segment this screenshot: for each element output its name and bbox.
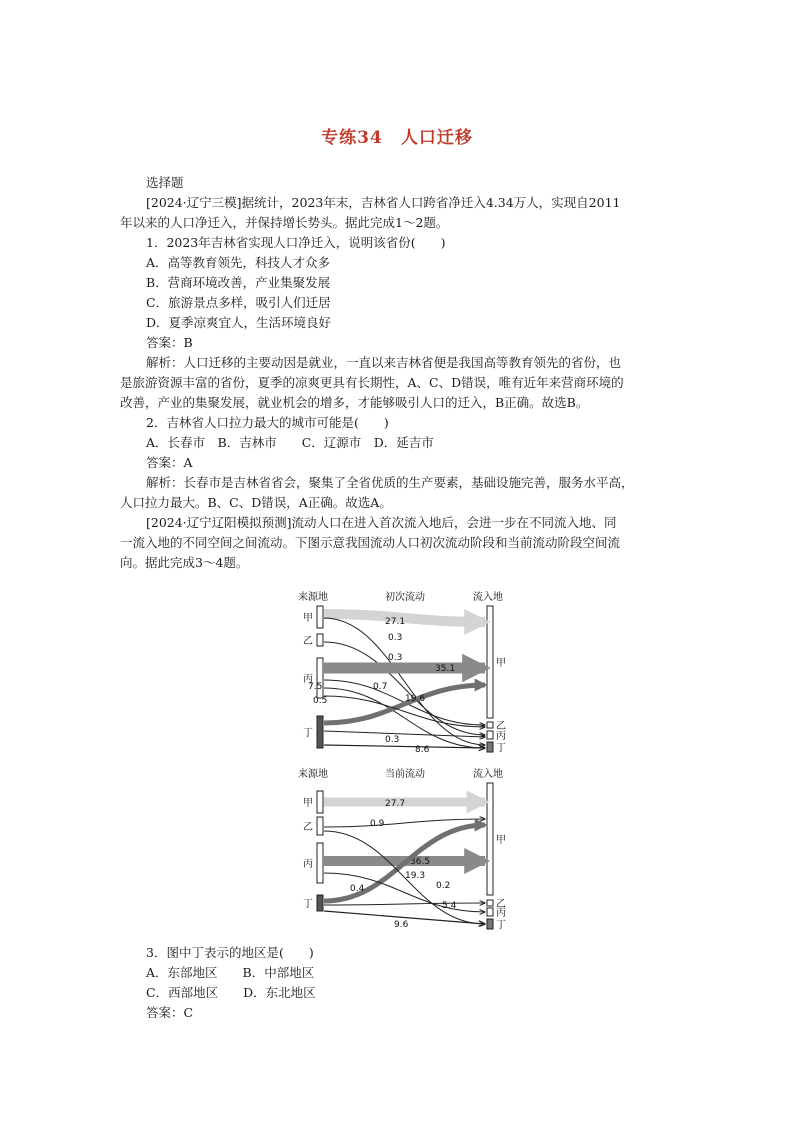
q1-option-a: A．高等教育领先，科技人才众多 (146, 255, 331, 270)
flow-diagram-current (280, 765, 540, 937)
target-label-丁: 丁 (496, 743, 506, 754)
source-bar-丙 (317, 843, 323, 883)
page-title: 专练34 人口迁移 (321, 128, 473, 148)
group2-intro-2: 一流入地的不同空间之间流动。下图示意我国流动人口初次流动阶段和当前流动阶段空间流 (120, 535, 621, 550)
flow-丁-to-丙 (324, 731, 485, 737)
source-bar-丁 (317, 895, 323, 911)
q1-analysis-3: 改善，产业的集聚发展，就业机会的增多，才能够吸引人口的迁入，B正确。故选B。 (120, 395, 589, 410)
target-label-丙: 丙 (496, 908, 506, 919)
target-bar-甲 (487, 783, 493, 895)
source-bar-丁 (317, 716, 323, 748)
source-label-甲: 甲 (303, 613, 313, 624)
source-bar-丙 (317, 658, 323, 698)
q2-analysis-1: 解析：长春市是吉林省省会，聚集了全省优质的生产要素，基础设施完善，服务水平高， (146, 475, 634, 490)
q3-option-cd: C．西部地区 D．东北地区 (146, 985, 316, 1000)
flow-value-丙-to-丁: 5.4 (442, 901, 457, 911)
flow-丁-to-乙 (324, 903, 485, 905)
target-bar-丙 (487, 731, 493, 739)
target-bar-丙 (487, 908, 493, 916)
source-label-丙: 丙 (303, 674, 313, 685)
q2-options: A．长春市 B．吉林市 C．辽源市 D．延吉市 (146, 435, 434, 450)
target-header: 流入地 (473, 769, 503, 780)
q3-option-ab: A．东部地区 B．中部地区 (146, 965, 315, 980)
flow-value-丁-to-乙: 0.5 (313, 696, 328, 706)
source-bar-甲 (317, 606, 323, 628)
flow-value-丁-to-丁: 9.6 (394, 920, 409, 930)
source-label-丁: 丁 (303, 728, 313, 739)
source-header: 来源地 (298, 592, 328, 603)
q1-option-d: D．夏季凉爽宜人，生活环境良好 (146, 315, 332, 330)
source-label-乙: 乙 (303, 636, 313, 647)
flow-value-丁-to-丁: 8.6 (415, 745, 430, 755)
target-label-乙: 乙 (496, 899, 506, 910)
flow-value-甲-to-甲: 27.7 (385, 799, 406, 809)
flow-value-丙-to-乙: 7.5 (308, 682, 323, 692)
target-bar-乙 (487, 722, 493, 728)
q1-analysis-2: 是旅游资源丰富的省份，夏季的凉爽更具有长期性，A、C、D错误，唯有近年来营商环境的 (120, 375, 624, 390)
target-bar-丁 (487, 919, 493, 929)
flow-value-乙-to-甲: 0.9 (370, 819, 385, 829)
group2-intro-3: 向。据此完成3～4题。 (120, 555, 249, 570)
flow-value-丙-to-丁: 0.7 (373, 682, 388, 692)
target-label-乙: 乙 (496, 721, 506, 732)
target-bar-乙 (487, 900, 493, 906)
target-bar-丁 (487, 742, 493, 752)
q2-answer: 答案：A (146, 455, 193, 470)
flow-value-丁-to-丙: 0.3 (385, 735, 400, 745)
source-label-甲: 甲 (303, 798, 313, 809)
q3-answer: 答案：C (146, 1005, 194, 1020)
flow-value-乙-to-丁: 0.2 (436, 881, 451, 891)
flow-value-乙-to-丙: 0.3 (388, 653, 403, 663)
diagram-title: 初次流动 (385, 592, 425, 603)
flow-value-丙-to-甲: 19.6 (405, 694, 426, 704)
group1-intro-2: 年以来的人口净迁入，并保持增长势头。据此完成1～2题。 (120, 215, 449, 230)
target-label-丁: 丁 (496, 920, 506, 931)
target-bar-甲 (487, 606, 493, 718)
q1-option-c: C．旅游景点多样，吸引人们迁居 (146, 295, 331, 310)
flow-value-丁-to-乙: 0.4 (350, 884, 365, 894)
flow-svg-2 (280, 765, 540, 937)
flow-value-丙-to-丙: 36.5 (410, 857, 431, 867)
content-lower (120, 943, 680, 1023)
target-header: 流入地 (473, 592, 503, 603)
section-heading: 选择题 (146, 175, 184, 190)
group1-intro-1: [2024·辽宁三模]据统计，2023年末，吉林省人口跨省净迁入4.34万人，实现自2011 (146, 195, 621, 210)
q1-answer: 答案：B (146, 335, 193, 350)
source-bar-乙 (317, 634, 323, 646)
target-label-甲: 甲 (496, 658, 506, 669)
group2-intro-1: [2024·辽宁辽阳模拟预测]流动人口在进入首次流入地后，会进一步在不同流入地、同 (146, 515, 617, 530)
q2-analysis-2: 人口拉力最大。B、C、D错误，A正确。故选A。 (120, 495, 392, 510)
q2-stem: 2．吉林省人口拉力最大的城市可能是( ) (146, 415, 389, 430)
flow-value-甲-to-丁: 0.3 (388, 633, 403, 643)
flow-value-甲-to-甲: 27.1 (385, 617, 406, 627)
q1-analysis-1: 解析：人口迁移的主要动因是就业，一直以来吉林省便是我国高等教育领先的省份，也 (146, 355, 622, 370)
source-header: 来源地 (298, 769, 328, 780)
source-label-丁: 丁 (303, 899, 313, 910)
flow-diagram-initial (280, 588, 540, 760)
target-label-甲: 甲 (496, 835, 506, 846)
flow-value-丁-to-甲: 19.3 (405, 871, 426, 881)
source-bar-甲 (317, 791, 323, 813)
source-label-丙: 丙 (303, 859, 313, 870)
diagram-title: 当前流动 (385, 769, 425, 780)
source-bar-乙 (317, 817, 323, 835)
q1-option-b: B．营商环境改善，产业集聚发展 (146, 275, 331, 290)
target-label-丙: 丙 (496, 731, 506, 742)
content-upper (120, 173, 680, 573)
source-label-乙: 乙 (303, 822, 313, 833)
flow-svg-1 (280, 588, 540, 760)
flow-value-乙-to-甲: 35.1 (435, 664, 456, 674)
q3-stem: 3．图中丁表示的地区是( ) (146, 945, 314, 960)
q1-stem: 1．2023年吉林省实现人口净迁入，说明该省份( ) (146, 235, 446, 250)
